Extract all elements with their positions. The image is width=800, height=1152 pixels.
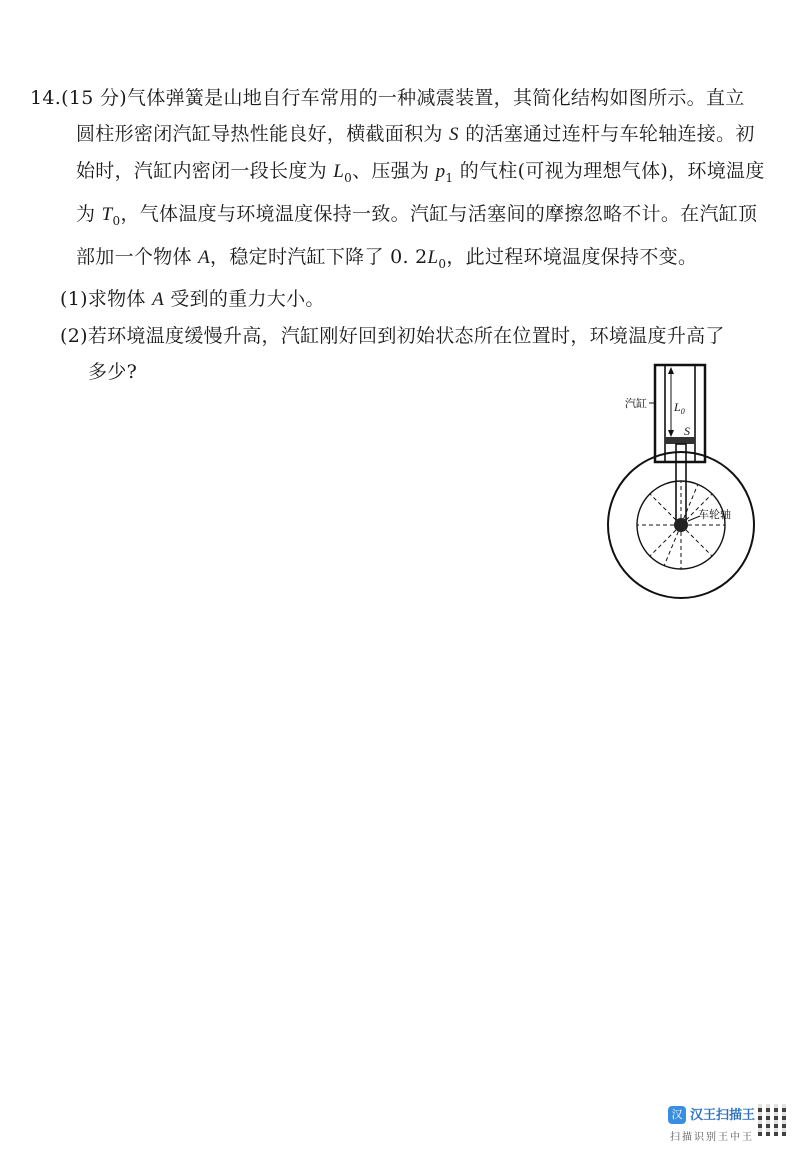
gas-spring-figure [600, 355, 770, 600]
problem-line-4 [30, 196, 775, 239]
problem-text: 为 [76, 202, 102, 225]
problem-line-1 [30, 80, 775, 116]
var-s: S [449, 124, 459, 145]
var-t: T [101, 203, 113, 225]
problem-text: 受到的重力大小。 [163, 288, 325, 311]
problem-text: (2)若环境温度缓慢升高，汽缸刚好回到初始状态所在位置时，环境温度升高了 [60, 325, 725, 348]
var-a: A [152, 289, 164, 311]
problem-text: ，此过程环境温度保持不变。 [446, 245, 698, 268]
problem-text: 的活塞通过连杆与车轮轴连接。初 [458, 123, 755, 145]
figure-svg [600, 355, 770, 600]
subscript: 0 [112, 213, 121, 228]
watermark-title: 汉王扫描王 [690, 1108, 756, 1123]
problem-14 [30, 80, 775, 390]
problem-text: 部加一个物体 [76, 245, 199, 268]
arrow-head-bottom [668, 430, 674, 437]
var-p: p [435, 161, 446, 182]
problem-text: 多少? [88, 361, 138, 384]
label-s: S [684, 424, 690, 438]
problem-text: ，稳定时汽缸下降了 0. 2 [210, 245, 428, 268]
connecting-rod [676, 444, 686, 526]
problem-text: (1)求物体 [60, 288, 153, 311]
problem-text: 始时，汽缸内密闭一段长度为 [76, 160, 334, 182]
arrow-head-top [668, 367, 674, 374]
problem-line-5 [30, 239, 775, 282]
watermark-subtitle: 扫描识别王中王 [670, 1132, 754, 1143]
app-logo-icon: 汉 [668, 1106, 686, 1124]
subscript: 0 [438, 256, 447, 271]
problem-number: 14. [30, 87, 62, 109]
var-l: L [427, 246, 439, 268]
scanner-watermark [668, 1104, 790, 1146]
piston [665, 437, 695, 444]
qr-code-icon [758, 1104, 790, 1136]
label-cylinder: 汽缸 [625, 397, 647, 410]
question-1 [30, 281, 775, 318]
problem-text: 圆柱形密闭汽缸导热性能良好，横截面积为 [76, 123, 450, 145]
var-l: L [333, 161, 345, 182]
problem-text: 的气柱(可视为理想气体)，环境温度 [453, 160, 765, 182]
problem-text: 、压强为 [352, 160, 436, 182]
axle-hub [674, 518, 688, 532]
subscript: 0 [344, 170, 353, 185]
question-2 [30, 318, 775, 354]
problem-text: ，气体温度与环境温度保持一致。汽缸与活塞间的摩擦忽略不计。在汽缸顶 [120, 202, 758, 225]
problem-text: 气体弹簧是山地自行车常用的一种减震装置，其简化结构如图所示。直立 [126, 87, 745, 109]
problem-line-3 [30, 153, 775, 196]
var-a: A [198, 246, 211, 268]
problem-line-2 [30, 116, 775, 153]
label-axle: 车轮轴 [698, 508, 731, 521]
subscript: 1 [445, 170, 454, 185]
label-l: $L_0$ [674, 400, 685, 416]
problem-score: (15 分) [61, 87, 127, 109]
